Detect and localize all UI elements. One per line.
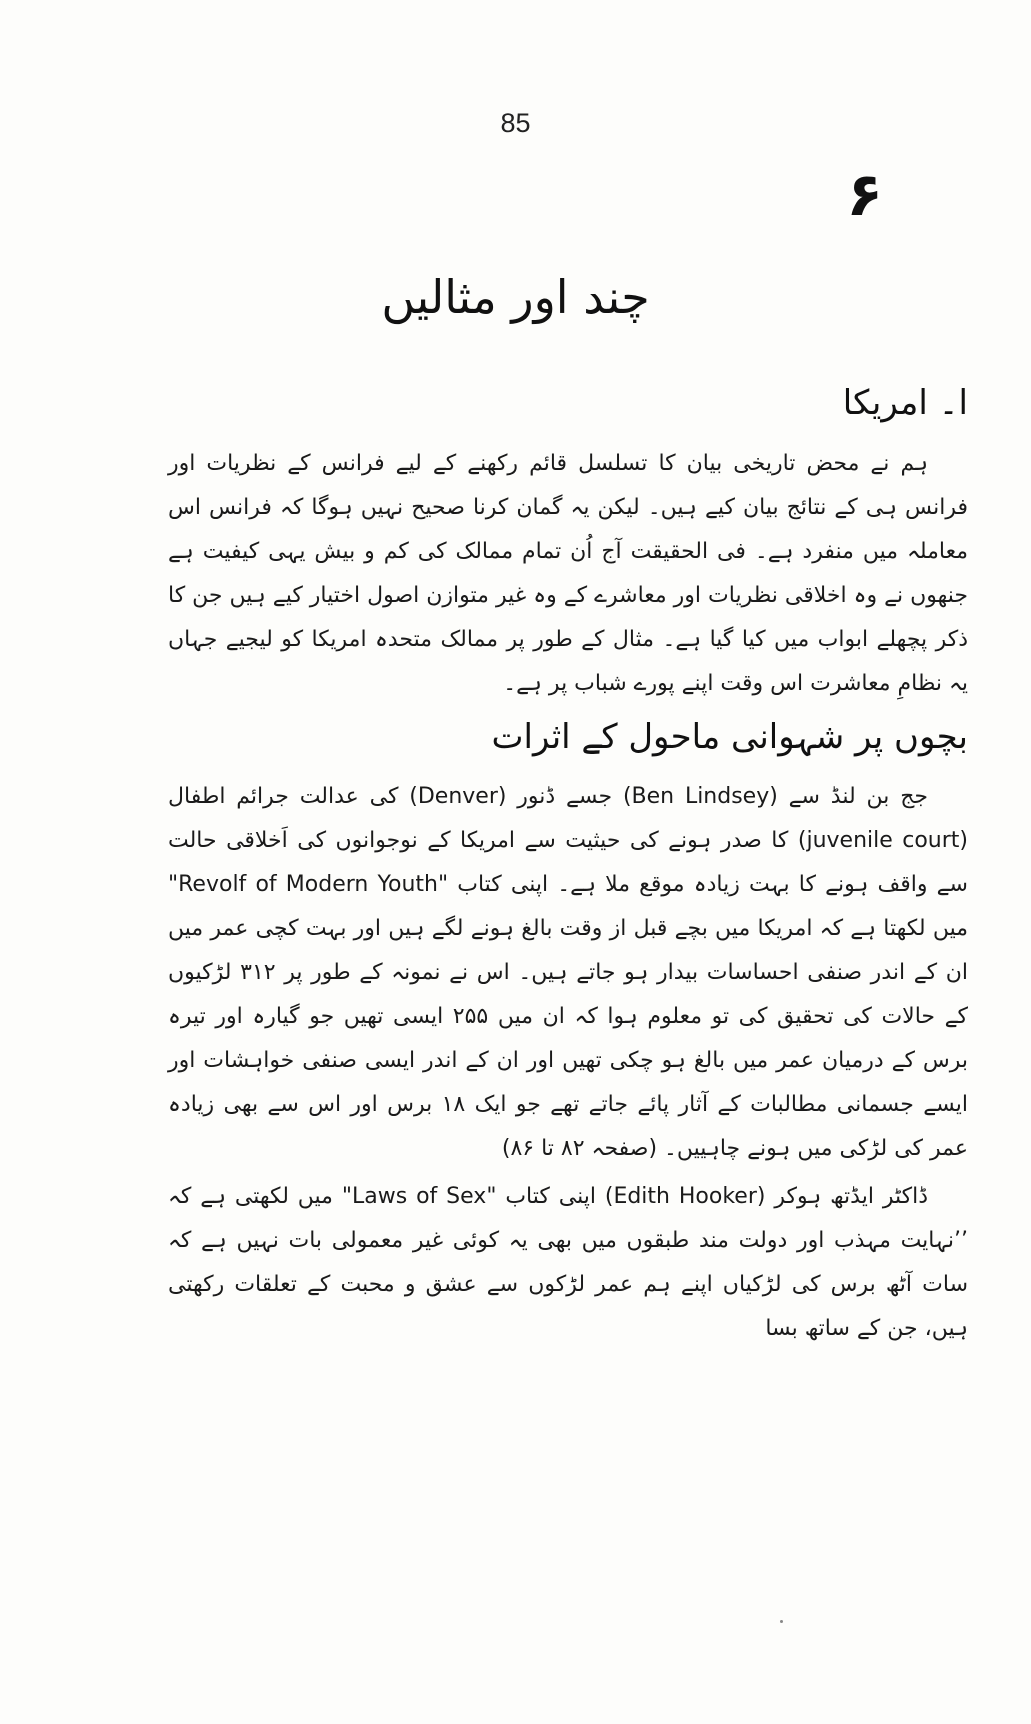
section-heading-children: بچوں پر شہوانی ماحول کے اثرات — [491, 716, 968, 757]
section-heading-america: ا۔ امریکا — [842, 383, 968, 423]
paragraph-intro: ہم نے محض تاریخی بیان کا تسلسل قائم رکھنے کے لیے فرانس کے نظریات اور فرانس ہی کے نتائج بیان کیے ہیں۔ لیکن یہ گمان کرنا صحیح نہیں ہوگا کہ فرانس اس معاملہ میں منفرد ہے۔ فی الحقیقت آج اُن تمام ممالک کی کم و بیش یہی کیفیت ہے جنھوں نے وہ اخلاقی نظریات اور معاشرے کے وہ غیر متوازن اصول اختیار کیے ہیں جن کا ذکر پچھلے ابواب میں کیا گیا ہے۔ مثال کے طور پر ممالک متحدہ امریکا کو لیجیے جہاں یہ نظامِ معاشرت اس وقت اپنے پورے شباب پر ہے۔ — [168, 450, 968, 696]
paragraph-edith-hooker: ڈاکٹر ایڈتھ ہوکر (Edith Hooker) اپنی کتاب "Laws of Sex" میں لکھتی ہے کہ ’’نہایت مہذب اور دولت مند طبقوں میں بھی یہ کوئی غیر معمولی بات نہیں ہے کہ سات آٹھ برس کی لڑکیاں اپنے ہم عمر لڑکوں سے عشق و محبت کے تعلقات رکھتی ہیں، جن کے ساتھ بسا — [168, 1184, 968, 1342]
page-number: 85 — [500, 108, 531, 138]
chapter-number: ۶ — [846, 160, 883, 230]
page-content — [168, 380, 968, 1355]
scan-speck — [780, 1620, 783, 1623]
chapter-title: چند اور مثالیں — [381, 270, 650, 324]
paragraph-ben-lindsey: جج بن لنڈ سے (Ben Lindsey) جسے ڈنور (Denver) کی عدالت جرائم اطفال (juvenile court) کا صدر ہونے کی حیثیت سے امریکا کے نوجوانوں کی اَخلاقی حالت سے واقف ہونے کا بہت زیادہ موقع ملا ہے۔ اپنی کتاب "Revolf of Modern Youth" میں لکھتا ہے کہ امریکا میں بچے قبل از وقت بالغ ہونے لگے ہیں اور بہت کچی عمر میں ان کے اندر صنفی احساسات بیدار ہو جاتے ہیں۔ اس نے نمونہ کے طور پر ۳۱۲ لڑکیوں کے حالات کی تحقیق کی تو معلوم ہوا کہ ان میں ۲۵۵ ایسی تھیں جو گیارہ اور تیرہ برس کے درمیان عمر میں بالغ ہو چکی تھیں اور ان کے اندر ایسی صنفی خواہشات اور ایسے جسمانی مطالبات کے آثار پائے جاتے تھے جو ایک ۱۸ برس اور اس سے بھی زیادہ عمر کی لڑکی میں ہونے چاہییں۔ (صفحہ ۸۲ تا ۸۶) — [168, 784, 968, 1162]
